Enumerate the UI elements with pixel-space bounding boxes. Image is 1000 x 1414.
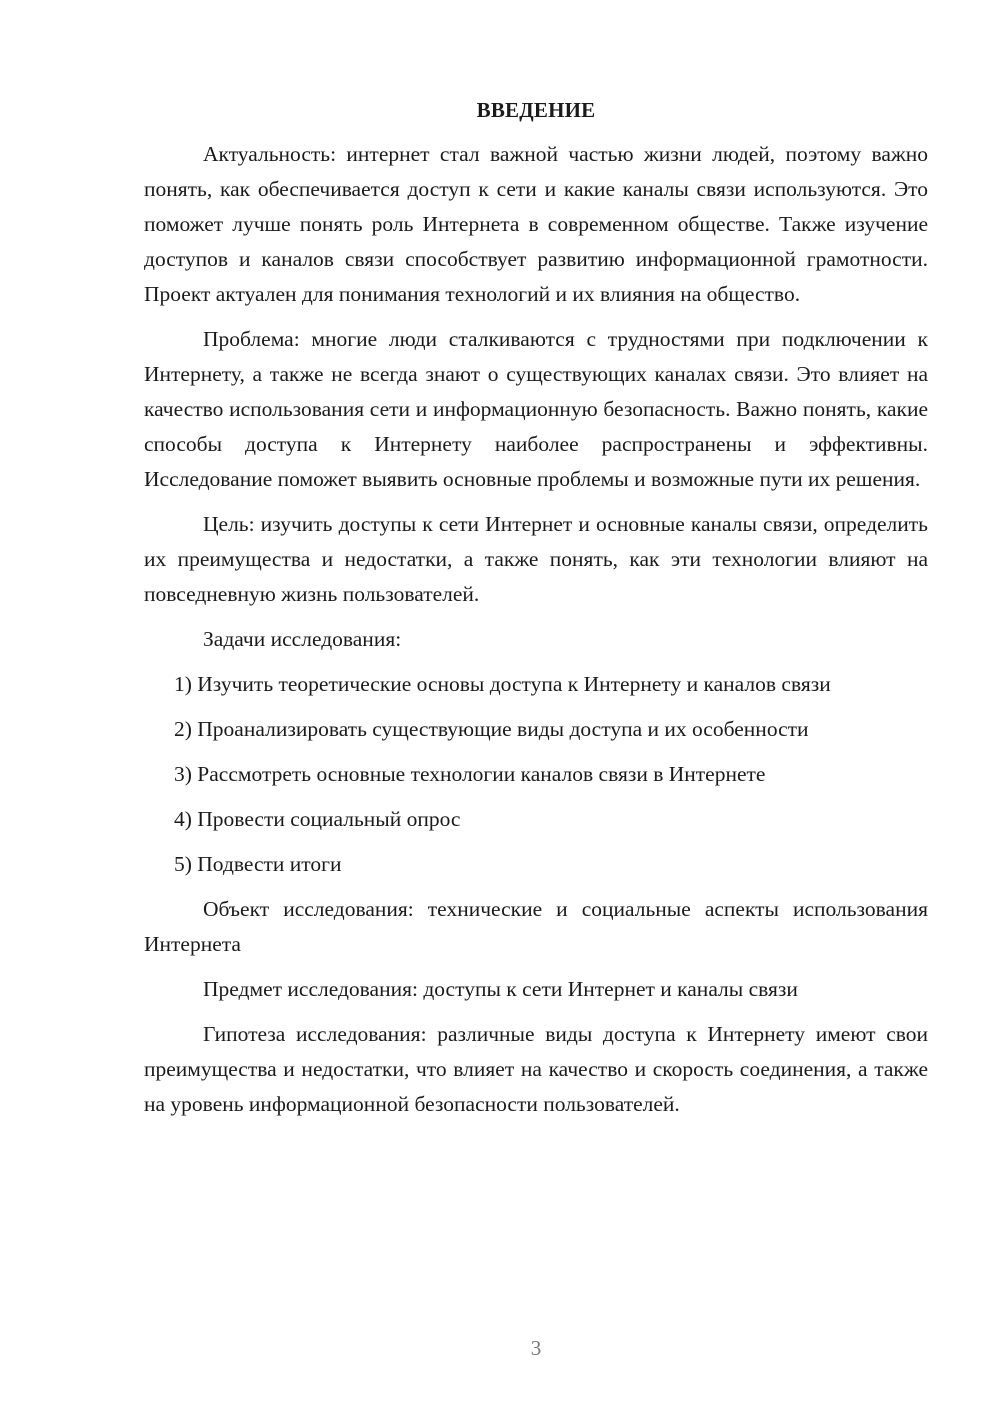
tasks-heading: Задачи исследования: <box>203 627 402 651</box>
list-item: 4) Провести социальный опрос <box>174 807 461 831</box>
list-item: 1) Изучить теоретические основы доступа к Интернету и каналов связи <box>174 672 831 696</box>
page-number: 3 <box>530 1336 542 1360</box>
subject-paragraph: Предмет исследования: доступы к сети Интернет и каналы связи <box>203 977 798 1001</box>
section-heading: ВВЕДЕНИЕ <box>476 98 596 122</box>
object-paragraph: Объект исследования: технические и социальные аспекты использования Интернета <box>144 897 928 956</box>
relevance-paragraph: Актуальность: интернет стал важной частью жизни людей, поэтому важно понять, как обеспечивается доступ к сети и какие каналы связи используются. Это поможет лучше понять роль Интернета в современном обществе. Также изучение доступов и каналов связи способствует развитию информационной грамотности. Проект актуален для понимания технологий и их влияния на общество. <box>144 142 928 306</box>
goal-paragraph: Цель: изучить доступы к сети Интернет и основные каналы связи, определить их преимущества и недостатки, а также понять, как эти технологии влияют на повседневную жизнь пользователей. <box>144 512 928 606</box>
list-item: 2) Проанализировать существующие виды доступа и их особенности <box>174 717 809 741</box>
list-item: 3) Рассмотреть основные технологии каналов связи в Интернете <box>174 762 766 786</box>
hypothesis-paragraph: Гипотеза исследования: различные виды доступа к Интернету имеют свои преимущества и недостатки, что влияет на качество и скорость соединения, а также на уровень информационной безопасности пользователей. <box>144 1022 928 1116</box>
tasks-list <box>144 667 928 882</box>
page-body <box>144 96 928 1122</box>
list-item: 5) Подвести итоги <box>174 852 342 876</box>
problem-paragraph: Проблема: многие люди сталкиваются с трудностями при подключении к Интернету, а также не всегда знают о существующих каналах связи. Это влияет на качество использования сети и информационную безопасность. Важно понять, какие способы доступа к Интернету наиболее распространены и эффективны. Исследование поможет выявить основные проблемы и возможные пути их решения. <box>144 327 928 491</box>
